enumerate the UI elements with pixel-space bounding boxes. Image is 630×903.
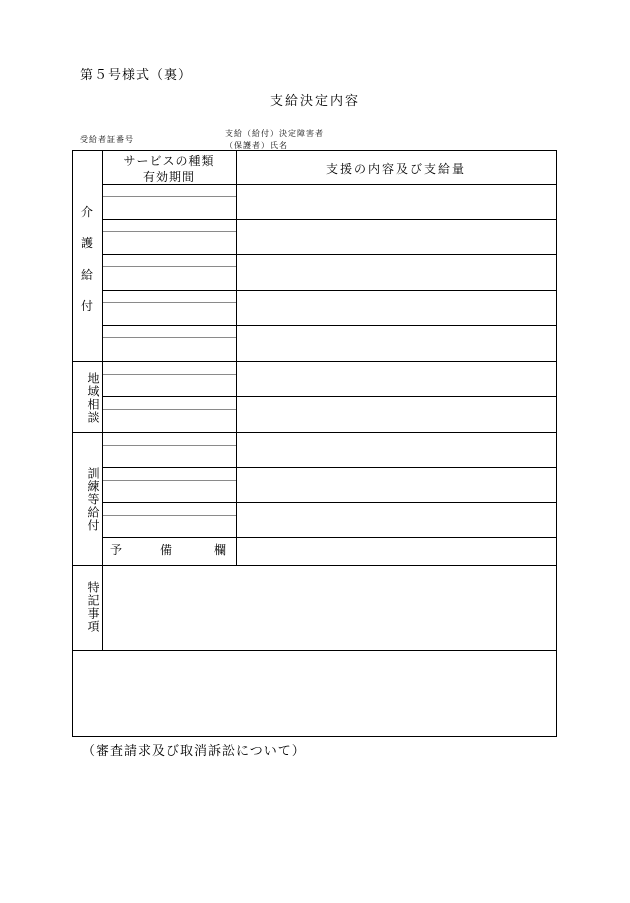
section-care-char: 護 [80, 236, 93, 250]
table-border-top [72, 150, 557, 151]
section-divider-special [72, 650, 557, 651]
recipient-cert-label: 受給者証番号 [80, 135, 134, 144]
service-subline [103, 231, 236, 232]
service-subline [103, 196, 236, 197]
reserve-char: 欄 [214, 543, 227, 557]
table-border-right [556, 150, 557, 737]
validity-period-header: 有効期間 [142, 170, 195, 184]
service-type-header: サービスの種類 [123, 154, 215, 168]
section-special-label: 特記事項 [86, 581, 100, 633]
section-care-char: 給 [80, 268, 93, 282]
section-training-label: 訓練等給付 [86, 466, 100, 532]
label-column-divider [102, 150, 103, 651]
row-divider [102, 325, 557, 326]
row-divider [102, 467, 557, 468]
service-subline [103, 374, 236, 375]
reserve-label [102, 541, 236, 565]
row-divider [102, 219, 557, 220]
service-subline [103, 445, 236, 446]
section-divider-community [72, 432, 557, 433]
form-number: 第５号様式（裏） [80, 68, 193, 83]
section-divider-care [72, 361, 557, 362]
reserve-char: 備 [160, 543, 173, 557]
service-subline [103, 515, 236, 516]
service-column-divider [236, 150, 237, 566]
row-divider [102, 537, 557, 538]
service-subline [103, 480, 236, 481]
decided-person-label-line2: （保護者）氏名 [225, 141, 288, 150]
section-community-label: 地域相談 [86, 372, 100, 424]
decided-person-label-line1: 支給（給付）決定障害者 [225, 129, 324, 138]
row-divider [102, 396, 557, 397]
appeal-note: （審査請求及び取消訴訟について） [82, 744, 306, 759]
row-divider [102, 290, 557, 291]
service-subline [103, 302, 236, 303]
section-care-char: 付 [80, 299, 93, 313]
service-subline [103, 266, 236, 267]
service-subline [103, 409, 236, 410]
section-care-char: 介 [80, 205, 93, 219]
table-border-bottom [72, 736, 557, 737]
reserve-char: 予 [110, 543, 123, 557]
support-content-header: 支援の内容及び支給量 [325, 162, 466, 176]
service-subline [103, 337, 236, 338]
section-divider-training [72, 565, 557, 566]
document-title: 支給決定内容 [269, 94, 360, 109]
row-divider [102, 502, 557, 503]
row-divider [102, 254, 557, 255]
